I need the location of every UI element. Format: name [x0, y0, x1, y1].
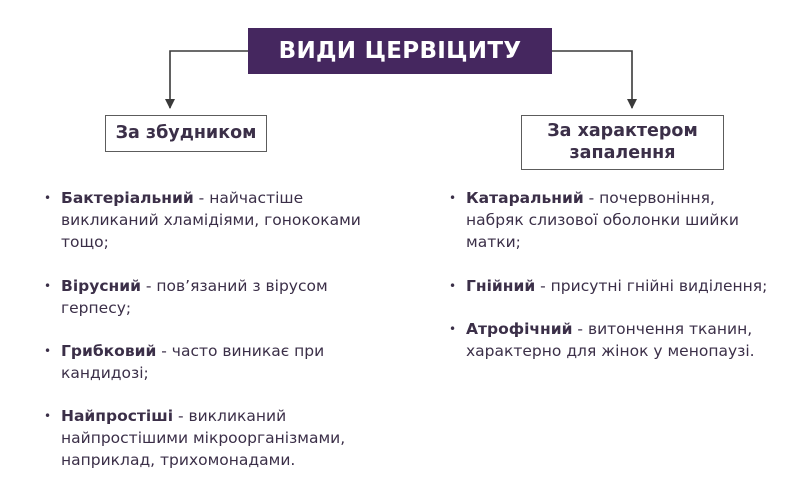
- bullet-icon: •: [44, 191, 52, 205]
- bullet-icon: •: [44, 344, 52, 358]
- item-term: Бактеріальний: [61, 189, 194, 207]
- category-by-pathogen: [105, 115, 267, 152]
- item-term: Атрофічний: [466, 320, 573, 338]
- category-by-inflammation: [521, 115, 724, 170]
- list-item: [449, 275, 769, 297]
- item-term: Найпростіші: [61, 407, 174, 425]
- item-description: - витончення тканин, характерно для жінок у менопаузі.: [466, 320, 755, 360]
- item-description: - пов’язаний з вірусом герпесу;: [61, 277, 328, 317]
- list-item: [44, 340, 394, 384]
- item-description: - присутні гнійні виділення;: [535, 277, 768, 295]
- right-connector-arrow: [552, 51, 632, 108]
- inflammation-types-list: [449, 187, 769, 384]
- list-item: [44, 405, 394, 471]
- item-term: Катаральний: [466, 189, 584, 207]
- list-item: [449, 318, 769, 362]
- list-item: [449, 187, 769, 253]
- item-description: - найчастіше викликаний хламідіями, гонококами тощо;: [61, 189, 361, 251]
- left-connector-arrow: [170, 51, 248, 108]
- item-term: Вірусний: [61, 277, 141, 295]
- bullet-icon: •: [44, 409, 52, 423]
- category-by-inflammation-label: За характером запалення: [547, 121, 698, 163]
- bullet-icon: •: [449, 279, 457, 293]
- item-description: - викликаний найпростішими мікроорганізмами, наприклад, трихомонадами.: [61, 407, 346, 469]
- bullet-icon: •: [449, 322, 457, 336]
- item-description: - почервоніння, набряк слизової оболонки шийки матки;: [466, 189, 739, 251]
- bullet-icon: •: [449, 191, 457, 205]
- list-item: [44, 187, 394, 253]
- category-by-pathogen-label: За збудником: [115, 122, 257, 143]
- diagram-title: ВИДИ ЦЕРВІЦИТУ: [248, 28, 552, 74]
- item-description: - часто виникає при кандидозі;: [61, 342, 325, 382]
- item-term: Грибковий: [61, 342, 157, 360]
- item-term: Гнійний: [466, 277, 536, 295]
- bullet-icon: •: [44, 279, 52, 293]
- list-item: [44, 275, 394, 319]
- pathogen-types-list: [44, 187, 394, 493]
